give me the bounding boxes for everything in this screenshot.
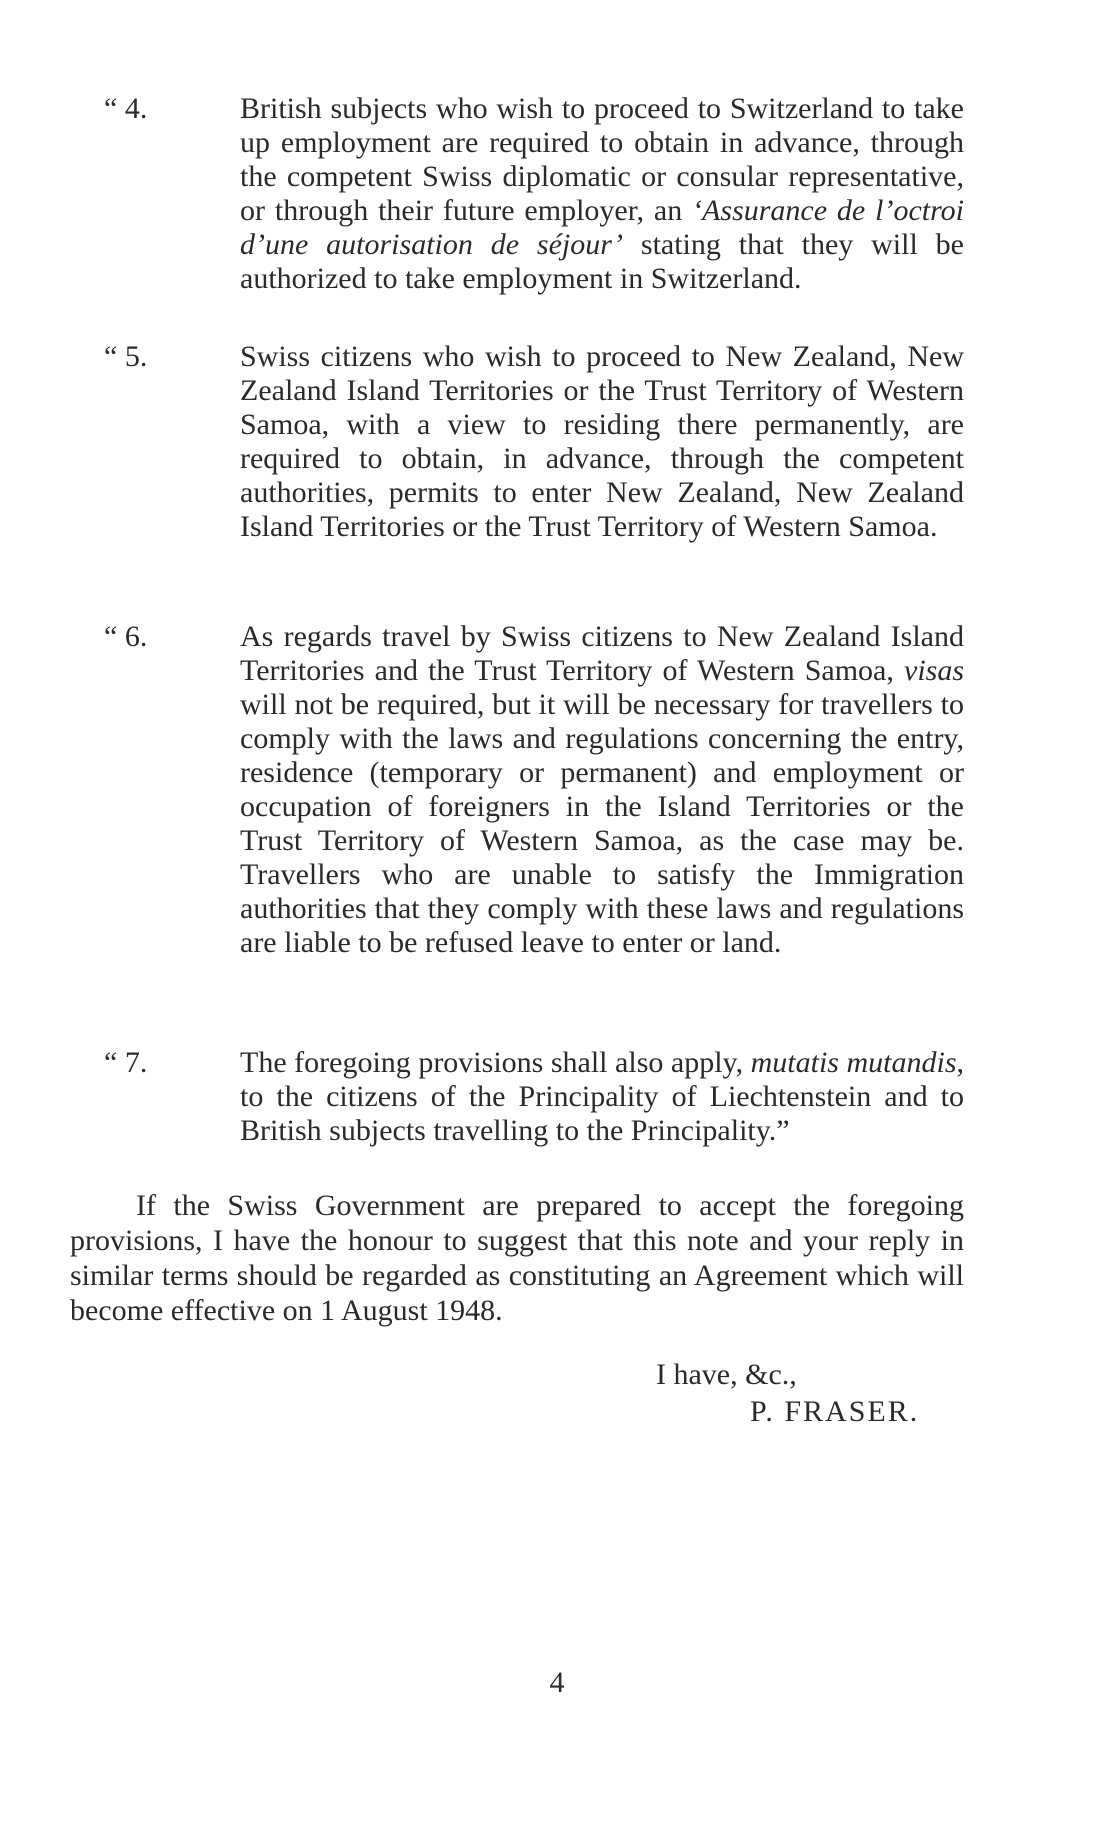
clause-text: British subjects who wish to proceed to Switzerland to take up employment are required to obtain in advance, through the competent Swiss diplomatic or consular representative, or through their future employer, an ‘Assurance de l’octroi d’une autorisation de séjour’ stating that they will be authorized to take employment in Switzerland. bbox=[240, 92, 964, 295]
clause-5 bbox=[104, 340, 964, 544]
clause-4 bbox=[104, 92, 964, 296]
clause-7 bbox=[104, 1046, 964, 1148]
clause-number: “ 6. bbox=[104, 620, 148, 653]
clause-number: “ 4. bbox=[104, 92, 148, 125]
italic-term: ‘Assurance de l’octroi d’une autorisation de séjour’ bbox=[240, 194, 964, 261]
closing-paragraph: If the Swiss Government are prepared to accept the foregoing provisions, I have the honour to suggest that this note and your reply in similar terms should be regarded as constituting an Agreement which will become effective on 1 August 1948. bbox=[70, 1189, 964, 1327]
clause-text: Swiss citizens who wish to proceed to New Zealand, New Zealand Island Territories or the Trust Territory of Western Samoa, with a view to residing there permanently, are required to obtain, in advance, through the competent authorities, permits to enter New Zealand, New Zealand Island Territories or the Trust Territory of Western Samoa. bbox=[240, 340, 964, 543]
italic-term: visas bbox=[904, 654, 964, 687]
clause-number: “ 5. bbox=[104, 340, 148, 373]
clause-6 bbox=[104, 620, 964, 960]
clause-text: As regards travel by Swiss citizens to New Zealand Island Territories and the Trust Territory of Western Samoa, visas will not be required, but it will be necessary for travellers to comply with the laws and regulations concerning the entry, residence (temporary or permanent) and employment or occupation of foreigners in the Island Territories or the Trust Territory of Western Samoa, as the case may be. Travellers who are unable to satisfy the Immigration authorities that they comply with these laws and regulations are liable to be refused leave to enter or land. bbox=[240, 620, 964, 959]
clause-number: “ 7. bbox=[104, 1046, 148, 1079]
signature: P. FRASER. bbox=[750, 1395, 920, 1428]
italic-term: mutatis mutandis bbox=[750, 1046, 957, 1079]
page-number: 4 bbox=[549, 1666, 565, 1699]
closing-salutation: I have, &c., bbox=[656, 1358, 797, 1391]
clause-text: The foregoing provisions shall also apply, mutatis mutandis, to the citizens of the Principality of Liechtenstein and to British subjects travelling to the Principality.” bbox=[240, 1046, 965, 1147]
